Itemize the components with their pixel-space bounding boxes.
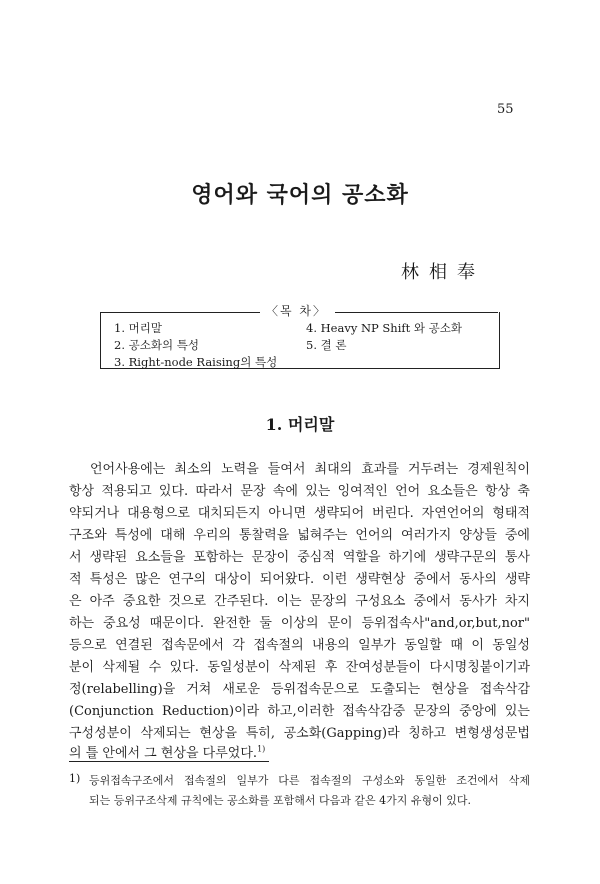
paragraph-line: 항상 적용되고 있다. 따라서 문장 속에 있는 잉여적인 언어 요소들은 항상 축 — [69, 484, 530, 499]
toc-item: 2. 공소화의 특성 — [114, 338, 199, 352]
paragraph-line: 약되거나 대용형으로 대치되든지 아니면 생략되어 버린다. 자연언어의 형태적 — [69, 506, 530, 521]
toc-item: 5. 결 론 — [306, 338, 347, 352]
paragraph-line: 은 아주 중요한 것으로 간주된다. 이는 문장의 구성요소 중에서 동사가 차지 — [69, 594, 530, 609]
paragraph-line: 구성성분이 삭제되는 현상을 특히, 공소화(Gapping)라 칭하고 변형생성문법 — [69, 726, 530, 741]
paper-title: 영어와 국어의 공소화 — [191, 182, 409, 208]
paragraph-line: 적 특성은 많은 연구의 대상이 되어왔다. 이런 생략현상 중에서 동사의 생략 — [69, 572, 530, 587]
toc-rule-left — [100, 312, 260, 313]
toc-item: 4. Heavy NP Shift 와 공소화 — [306, 321, 463, 335]
footnote-rule — [69, 761, 269, 762]
footnote-reference: 1) — [257, 744, 266, 754]
toc-heading: 〈목 차〉 — [266, 304, 327, 318]
paragraph-line: 정(relabelling)을 거쳐 새로운 등위접속문으로 도출되는 현상을 접속삭감 — [69, 682, 530, 697]
toc-item: 1. 머리말 — [114, 321, 162, 335]
footnote-marker: 1) — [69, 772, 81, 785]
paragraph-line-text: 의 틀 안에서 그 현상을 다루었다. — [69, 746, 258, 761]
paragraph-line: 언어사용에는 최소의 노력을 들여서 최대의 효과를 거두려는 경제원칙이 — [90, 462, 530, 477]
paragraph-line: 구조와 특성에 대해 우리의 통찰력을 넓혀주는 언어의 여러가지 양상들 중에 — [69, 528, 530, 543]
section-heading: 1. 머리말 — [265, 415, 335, 434]
paragraph-line: (Conjunction Reduction)이라 하고,이러한 접속삭감중 문장의 중앙에 있는 — [69, 704, 530, 719]
footnote-line: 등위접속구조에서 접속절의 일부가 다른 접속절의 구성소와 동일한 조건에서 삭제 — [89, 774, 530, 787]
paragraph-line: 등으로 연결된 접속문에서 각 접속절의 내용의 일부가 동일할 때 이 동일성 — [69, 638, 530, 653]
paragraph-line: 하는 중요성 때문이다. 완전한 둘 이상의 문이 등위접속사"and,or,but,nor" — [69, 616, 530, 631]
paragraph-line — [69, 742, 265, 761]
toc-item: 3. Right-node Raising의 특성 — [114, 355, 278, 369]
paragraph-line: 분이 삭제될 수 있다. 동일성분이 삭제된 후 잔여성분들이 다시명칭붙이기과 — [69, 660, 530, 675]
paragraph-line: 서 생략된 요소들을 포함하는 문장이 중심적 역할을 하기에 생략구문의 통사 — [69, 550, 530, 565]
page-number: 55 — [497, 102, 514, 117]
author-name: 林相奉 — [401, 262, 485, 283]
toc-rule-right — [335, 312, 498, 313]
footnote-line: 되는 등위구조삭제 규칙에는 공소화를 포함해서 다음과 같은 4가지 유형이 있다. — [89, 794, 471, 807]
